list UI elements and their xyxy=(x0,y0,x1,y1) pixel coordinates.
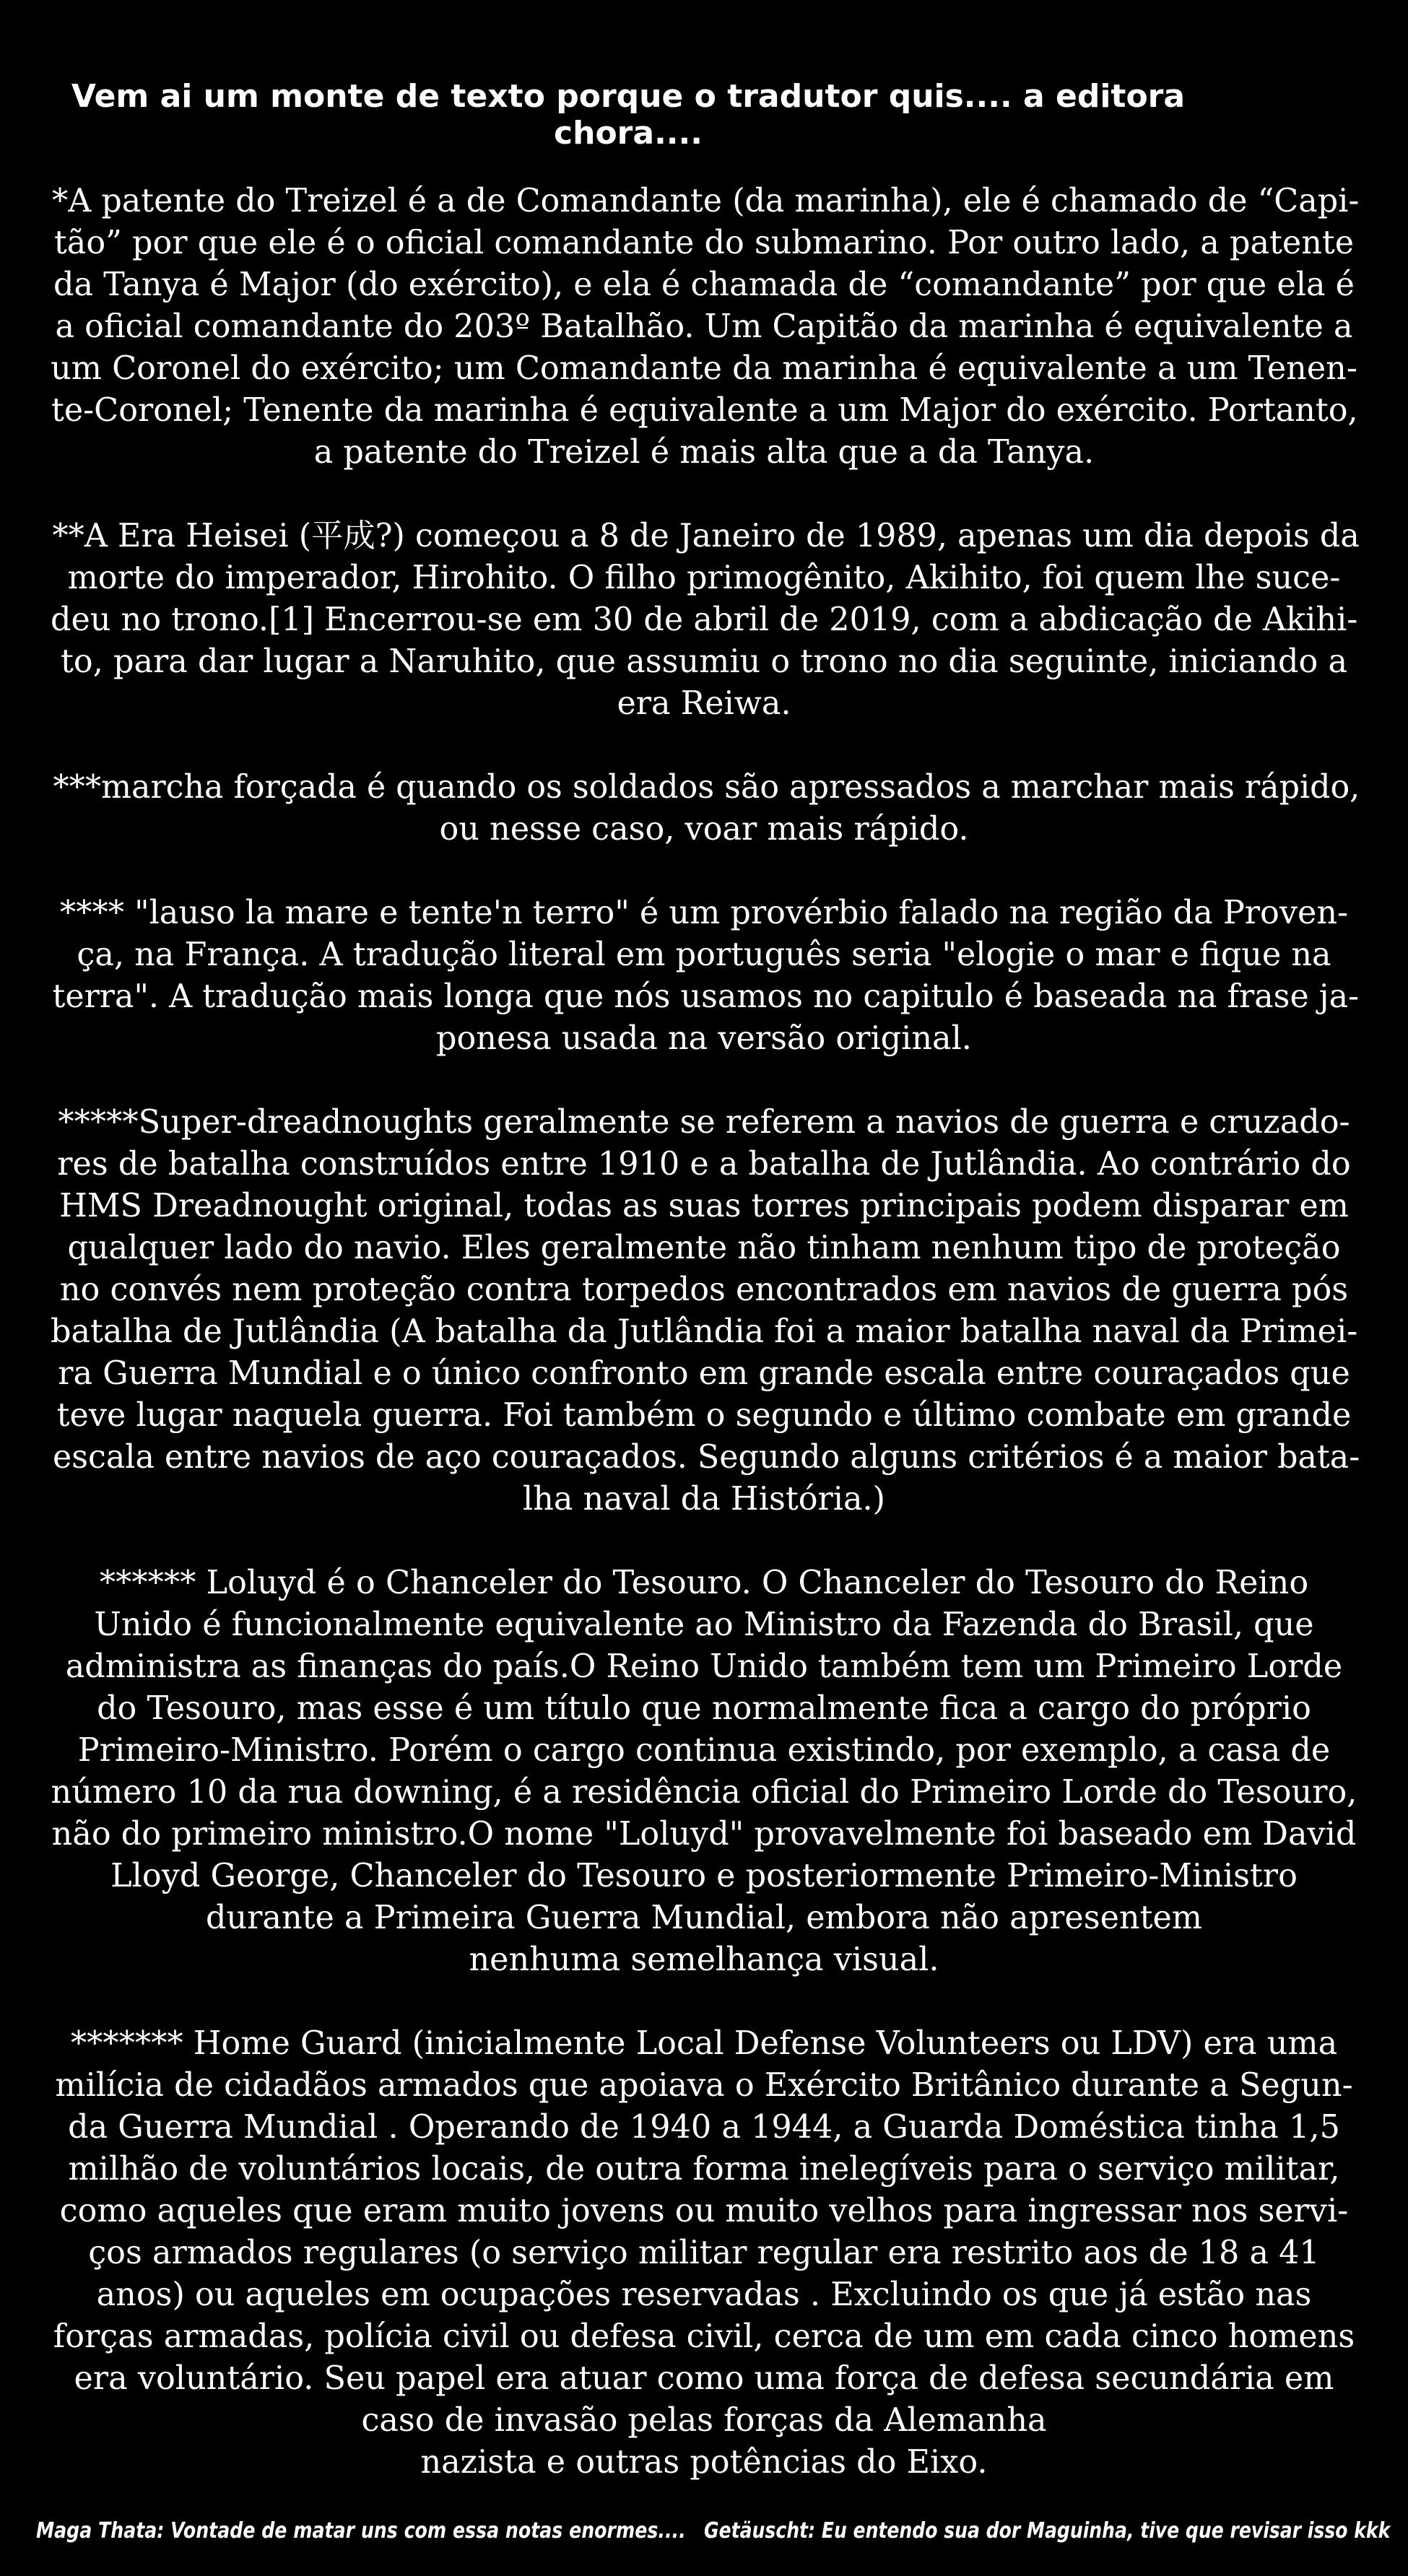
translation-note xyxy=(51,2023,1357,2484)
note-line: número 10 da rua downing, é a residência oficial do Primeiro Lorde do Tesouro, xyxy=(51,1774,1357,1811)
notes-body xyxy=(51,180,1360,2525)
note-line: **A Era Heisei (平成?) começou a 8 de Janeiro de 1989, apenas um dia depois da xyxy=(52,518,1360,554)
note-line: HMS Dreadnought original, todas as suas torres principais podem disparar em xyxy=(59,1188,1349,1224)
note-line: ****** Loluyd é o Chanceler do Tesouro. O Chanceler do Tesouro do Reino xyxy=(99,1565,1309,1601)
note-line: escala entre navios de aço couraçados. Segundo alguns critérios é a maior bata- xyxy=(52,1439,1360,1476)
note-line: *****Super-dreadnoughts geralmente se referem a navios de guerra e cruzado- xyxy=(58,1104,1350,1141)
note-line: ços armados regulares (o serviço militar regular era restrito aos de 18 a 41 xyxy=(88,2235,1320,2271)
note-line: nenhuma semelhança visual. xyxy=(469,1941,939,1978)
note-line: teve lugar naquela guerra. Foi também o segundo e último combate em grande xyxy=(56,1397,1352,1434)
page-title: Vem ai um monte de texto porque o tradutor quis.... a editora chora.... xyxy=(71,78,1186,152)
note-line: res de batalha construídos entre 1910 e a batalha de Jutlândia. Ao contrário do xyxy=(57,1146,1351,1183)
note-line: Lloyd George, Chanceler do Tesouro e posteriormente Primeiro-Ministro xyxy=(110,1858,1298,1894)
note-line: **** "lauso la mare e tente'n terro" é um provérbio falado na região da Proven- xyxy=(59,895,1349,931)
footer xyxy=(0,2518,1408,2562)
note-line: milícia de cidadãos armados que apoiava o Exército Britânico durante a Segun- xyxy=(55,2067,1353,2104)
note-line: to, para dar lugar a Naruhito, que assumiu o trono no dia seguinte, iniciando a xyxy=(61,643,1347,680)
note-line: anos) ou aqueles em ocupações reservadas . Excluindo os que já estão nas xyxy=(96,2276,1312,2313)
note-line: terra". A tradução mais longa que nós usamos no capitulo é baseada na frase ja- xyxy=(52,978,1360,1015)
note-line: ***marcha forçada é quando os soldados são apressados a marchar mais rápido, xyxy=(53,769,1360,806)
note-line: tão” por que ele é o oficial comandante do submarino. Por outro lado, a patente xyxy=(53,225,1355,261)
translation-note xyxy=(51,767,1360,850)
note-line: do Tesouro, mas esse é um título que normalmente fica a cargo do próprio xyxy=(97,1690,1311,1727)
note-line: morte do imperador, Hirohito. O filho primogênito, Akihito, foi quem lhe suce- xyxy=(67,560,1341,596)
translation-note xyxy=(51,515,1360,725)
note-line: Unido é funcionalmente equivalente ao Ministro da Fazenda do Brasil, que xyxy=(94,1606,1314,1643)
note-line: deu no trono.[1] Encerrou-se em 30 de abril de 2019, com a abdicação de Akihi- xyxy=(51,601,1358,638)
note-line: Primeiro-Ministro. Porém o cargo continua existindo, por exemplo, a casa de xyxy=(77,1732,1331,1769)
note-line: a oficial comandante do 203º Batalhão. Um Capitão da marinha é equivalente a xyxy=(55,308,1353,345)
note-line: ra Guerra Mundial e o único confronto em grande escala entre couraçados que xyxy=(58,1355,1350,1392)
note-line: caso de invasão pelas forças da Alemanha xyxy=(361,2402,1047,2439)
translation-note xyxy=(51,1562,1357,1981)
note-line: nazista e outras potências do Eixo. xyxy=(420,2444,988,2481)
note-line: era voluntário. Seu papel era atuar como uma força de defesa secundária em xyxy=(74,2360,1334,2397)
note-line: da Guerra Mundial . Operando de 1940 a 1944, a Guarda Doméstica tinha 1,5 xyxy=(68,2109,1340,2146)
translation-note xyxy=(51,180,1360,474)
note-line: ponesa usada na versão original. xyxy=(436,1020,972,1057)
note-line: *A patente do Treizel é a de Comandante (da marinha), ele é chamado de “Capi- xyxy=(51,183,1360,219)
note-line: a patente do Treizel é mais alta que a da Tanya. xyxy=(313,434,1095,471)
footer-comment-left: Maga Thata: Vontade de matar uns com essa notas enormes.... xyxy=(36,2518,686,2544)
footer-comment-right: Getäuscht: Eu entendo sua dor Maguinha, tive que revisar isso kkk xyxy=(704,2518,1391,2544)
note-line: era Reiwa. xyxy=(617,685,791,722)
translation-note xyxy=(51,892,1360,1060)
note-line: durante a Primeira Guerra Mundial, embora não apresentem xyxy=(206,1900,1202,1936)
note-line: qualquer lado do navio. Eles geralmente não tinham nenhum tipo de proteção xyxy=(67,1230,1341,1266)
note-line: batalha de Jutlândia (A batalha da Jutlândia foi a maior batalha naval da Primei- xyxy=(51,1313,1358,1350)
note-line: da Tanya é Major (do exército), e ela é chamada de “comandante” por que ela é xyxy=(53,266,1355,303)
note-line: ça, na França. A tradução literal em português seria "elogie o mar e fique na xyxy=(77,936,1331,973)
note-line: administra as finanças do país.O Reino Unido também tem um Primeiro Lorde xyxy=(65,1648,1343,1685)
note-line: ou nesse caso, voar mais rápido. xyxy=(439,811,969,848)
note-line: não do primeiro ministro.O nome "Loluyd" provavelmente foi baseado em David xyxy=(51,1816,1357,1853)
note-line: lha naval da História.) xyxy=(522,1481,886,1518)
note-line: ******* Home Guard (inicialmente Local Defense Volunteers ou LDV) era uma xyxy=(70,2025,1338,2062)
note-line: milhão de voluntários locais, de outra forma inelegíveis para o serviço militar, xyxy=(68,2151,1340,2188)
note-line: como aqueles que eram muito jovens ou muito velhos para ingressar nos servi- xyxy=(59,2193,1349,2229)
translation-note xyxy=(51,1102,1360,1520)
note-line: no convés nem proteção contra torpedos encontrados em navios de guerra pós xyxy=(59,1271,1349,1308)
note-line: um Coronel do exército; um Comandante da marinha é equivalente a um Tenen- xyxy=(51,350,1357,387)
note-line: forças armadas, polícia civil ou defesa civil, cerca de um em cada cinco homens xyxy=(53,2318,1355,2355)
note-line: te-Coronel; Tenente da marinha é equivalente a um Major do exército. Portanto, xyxy=(51,392,1358,429)
